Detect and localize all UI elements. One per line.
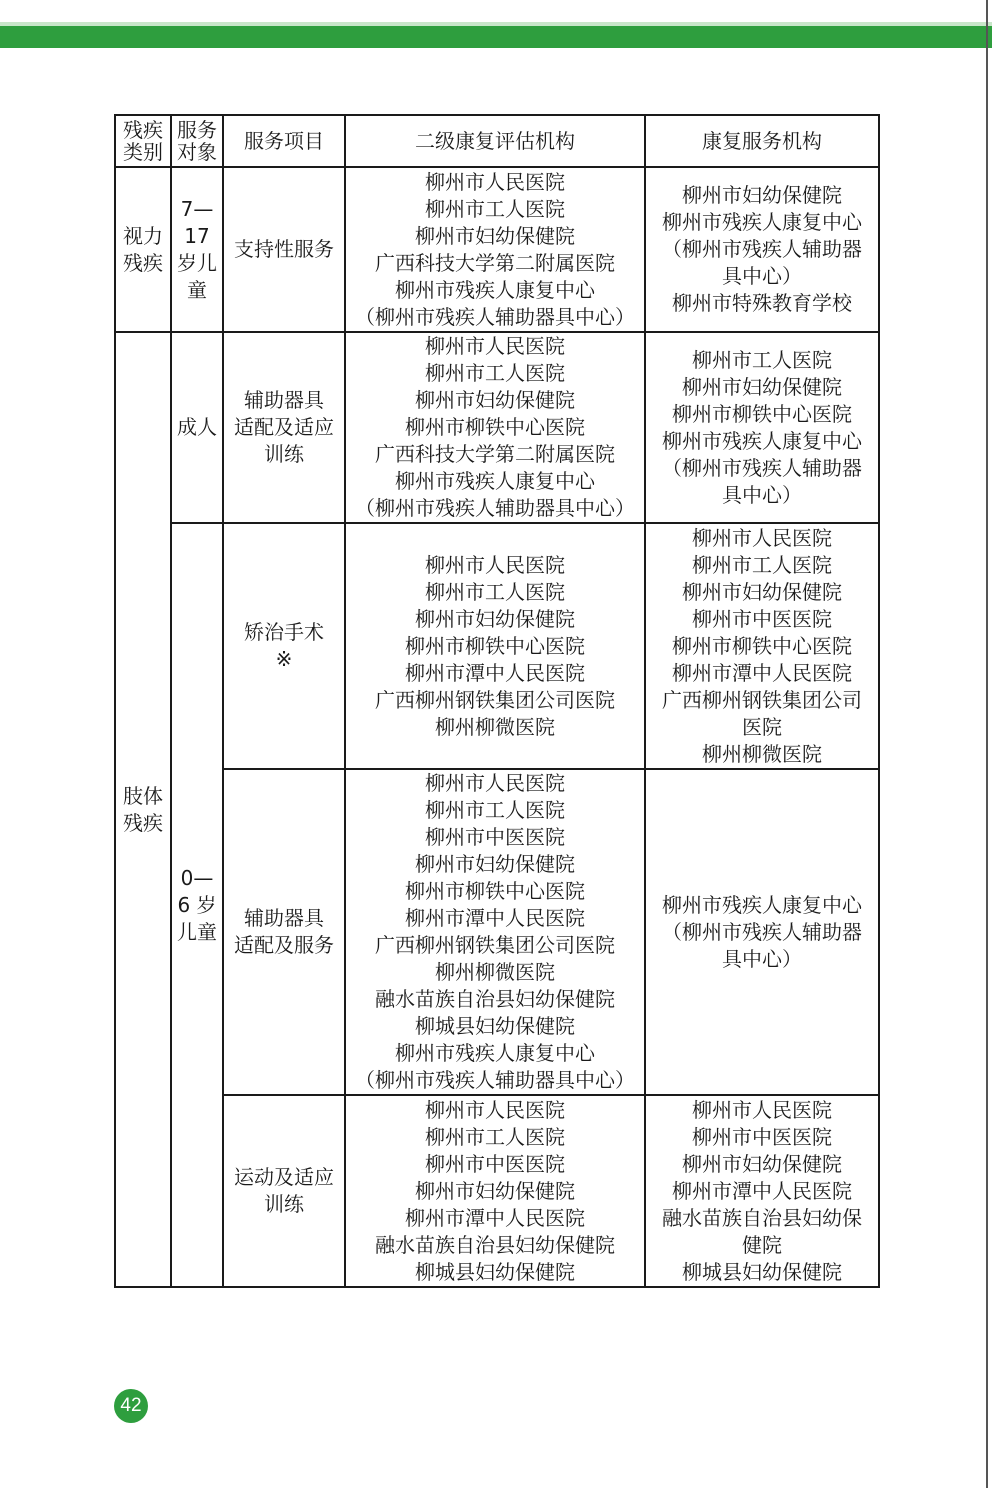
cell-line: 童 [187,277,207,302]
cell-line: （柳州市残疾人辅助器具中心） [355,1068,635,1092]
cell-line: 柳州市妇幼保健院 [415,852,575,876]
rehab-cell [645,167,879,332]
cell-line: 融水苗族自治县妇幼保 [662,1205,862,1230]
cell-line: 训练 [264,1192,304,1216]
cell-line: 健院 [742,1232,782,1257]
rehab-cell [645,1095,879,1287]
cell-line: 柳州市工人医院 [425,798,565,822]
cell-line: 柳州市人民医院 [692,525,832,550]
category-cell [115,332,171,1287]
cell-line: 柳州柳微医院 [435,714,555,739]
cell-line: 柳州市柳铁中心医院 [405,633,585,658]
table-row [115,1095,879,1287]
cell-line: 对象 [177,140,217,164]
cell-line: 视力 [123,223,163,248]
cell-line: 服务 [177,118,217,142]
cell-line: 柳州市中医医院 [425,825,565,849]
assessment-cell [345,769,645,1095]
header-target [171,115,223,167]
cell-line: 柳州市妇幼保健院 [682,579,842,604]
cell-line: （柳州市残疾人辅助器具中心） [355,496,635,520]
cell-line: 具中心） [722,482,802,507]
cell-line: 柳州市残疾人康复中心 [395,469,595,493]
cell-line: 残疾 [123,810,163,835]
cell-line: 柳州市妇幼保健院 [682,374,842,399]
target-cell [171,167,223,332]
cell-line: 柳州市妇幼保健院 [415,223,575,248]
cell-line: 柳州市妇幼保健院 [415,606,575,631]
assessment-cell [345,332,645,523]
cell-line: 柳州市柳铁中心医院 [405,879,585,903]
cell-line: 柳州市残疾人康复中心 [662,428,862,453]
header-category [115,115,171,167]
cell-line: 适配及服务 [234,933,334,957]
assessment-cell [345,523,645,769]
rehab-institution-table [114,114,880,1288]
cell-line: 柳州市残疾人康复中心 [662,892,862,917]
cell-line: 柳州市柳铁中心医院 [405,415,585,439]
cell-line: 训练 [264,442,304,466]
cell-line: 柳州市柳铁中心医院 [672,401,852,426]
cell-line: 柳州市潭中人民医院 [672,1178,852,1203]
cell-line: 柳州市人民医院 [692,1097,832,1122]
rehab-cell [645,332,879,523]
cell-line: 柳州市中医医院 [692,1124,832,1149]
service-cell [223,167,345,332]
table-row [115,769,879,1095]
cell-line: 岁儿 [177,250,217,275]
cell-line: 柳州市人民医院 [425,552,565,577]
table-row [115,167,879,332]
cell-line: 柳州市中医医院 [425,1151,565,1176]
cell-line: 辅助器具 [244,906,324,930]
cell-line: 广西柳州钢铁集团公司医院 [375,687,615,712]
cell-line: 柳州市人民医院 [425,334,565,358]
cell-line: 柳州市工人医院 [425,361,565,385]
cell-line: 柳城县妇幼保健院 [415,1014,575,1038]
cell-line: 6 岁 [177,892,217,917]
cell-line: 柳州市工人医院 [692,552,832,577]
cell-line: 融水苗族自治县妇幼保健院 [375,1232,615,1257]
cell-line: 支持性服务 [234,237,334,261]
service-cell [223,769,345,1095]
cell-line: 广西科技大学第二附属医院 [375,442,615,466]
cell-line: 柳州市妇幼保健院 [682,1151,842,1176]
assessment-cell [345,1095,645,1287]
cell-line: 柳州市残疾人康复中心 [395,277,595,302]
cell-line: 矫治手术 [244,620,324,644]
cell-line: 柳州市特殊教育学校 [672,291,852,315]
cell-line: 柳州市潭中人民医院 [405,906,585,930]
rehab-cell [645,523,879,769]
header-band-highlight [0,22,992,26]
target-cell [171,523,223,1287]
category-cell [115,167,171,332]
cell-line: （柳州市残疾人辅助器 [662,455,862,480]
header-rehab: 康复服务机构 [645,115,879,167]
cell-line: 广西科技大学第二附属医院 [375,250,615,275]
table-row [115,523,879,769]
cell-line: 辅助器具 [244,388,324,412]
cell-line: 柳州市残疾人康复中心 [662,210,862,234]
cell-line: 柳州市人民医院 [425,771,565,795]
cell-line: （柳州市残疾人辅助器 [662,919,862,944]
cell-line: 广西柳州钢铁集团公司医院 [375,933,615,957]
cell-line: 柳州市潭中人民医院 [405,660,585,685]
cell-line: 具中心） [722,946,802,971]
cell-line: 适配及适应 [234,415,334,439]
page-edge [986,0,988,1488]
cell-line: 柳州市工人医院 [425,196,565,221]
rehab-cell [645,769,879,1095]
cell-line: 柳州市潭中人民医院 [405,1205,585,1230]
cell-line: 具中心） [722,264,802,288]
cell-line: 残疾 [123,250,163,275]
cell-line: 柳州市人民医院 [425,1097,565,1122]
table-row [115,332,879,523]
cell-line: 肢体 [123,783,163,808]
cell-line: 17 [184,223,210,248]
cell-line: 柳州柳微医院 [435,960,555,984]
cell-line: 融水苗族自治县妇幼保健院 [375,987,615,1011]
cell-line: 柳州市人民医院 [425,169,565,194]
cell-line: 儿童 [177,919,217,944]
cell-line: ※ [275,647,293,671]
cell-line: 柳州市工人医院 [425,579,565,604]
cell-line: 柳州市残疾人康复中心 [395,1041,595,1065]
cell-line: 运动及适应 [234,1165,334,1189]
cell-line: 柳州市潭中人民医院 [672,660,852,685]
cell-line: 柳州市妇幼保健院 [415,388,575,412]
cell-line: 柳州市妇幼保健院 [682,183,842,207]
header-assessment: 二级康复评估机构 [345,115,645,167]
cell-line: 医院 [742,714,782,739]
cell-line: 柳州市柳铁中心医院 [672,633,852,658]
target-cell [171,332,223,523]
cell-line: 柳州市妇幼保健院 [415,1178,575,1203]
cell-line: 0— [180,865,214,890]
cell-line: 7— [180,196,214,221]
header-service: 服务项目 [223,115,345,167]
service-cell [223,523,345,769]
cell-line: 成人 [177,415,217,439]
service-cell [223,332,345,523]
page-number: 42 [114,1389,148,1423]
cell-line: 柳州柳微医院 [702,741,822,766]
cell-line: 柳州市工人医院 [692,347,832,372]
service-cell [223,1095,345,1287]
cell-line: 柳城县妇幼保健院 [415,1259,575,1284]
cell-line: 柳州市中医医院 [692,606,832,631]
cell-line: 柳城县妇幼保健院 [682,1259,842,1284]
cell-line: 广西柳州钢铁集团公司 [662,687,862,712]
cell-line: 残疾 [123,118,163,142]
assessment-cell [345,167,645,332]
cell-line: （柳州市残疾人辅助器 [662,237,862,261]
table-header-row [115,115,879,167]
cell-line: （柳州市残疾人辅助器具中心） [355,304,635,329]
cell-line: 类别 [123,140,163,164]
cell-line: 柳州市工人医院 [425,1124,565,1149]
